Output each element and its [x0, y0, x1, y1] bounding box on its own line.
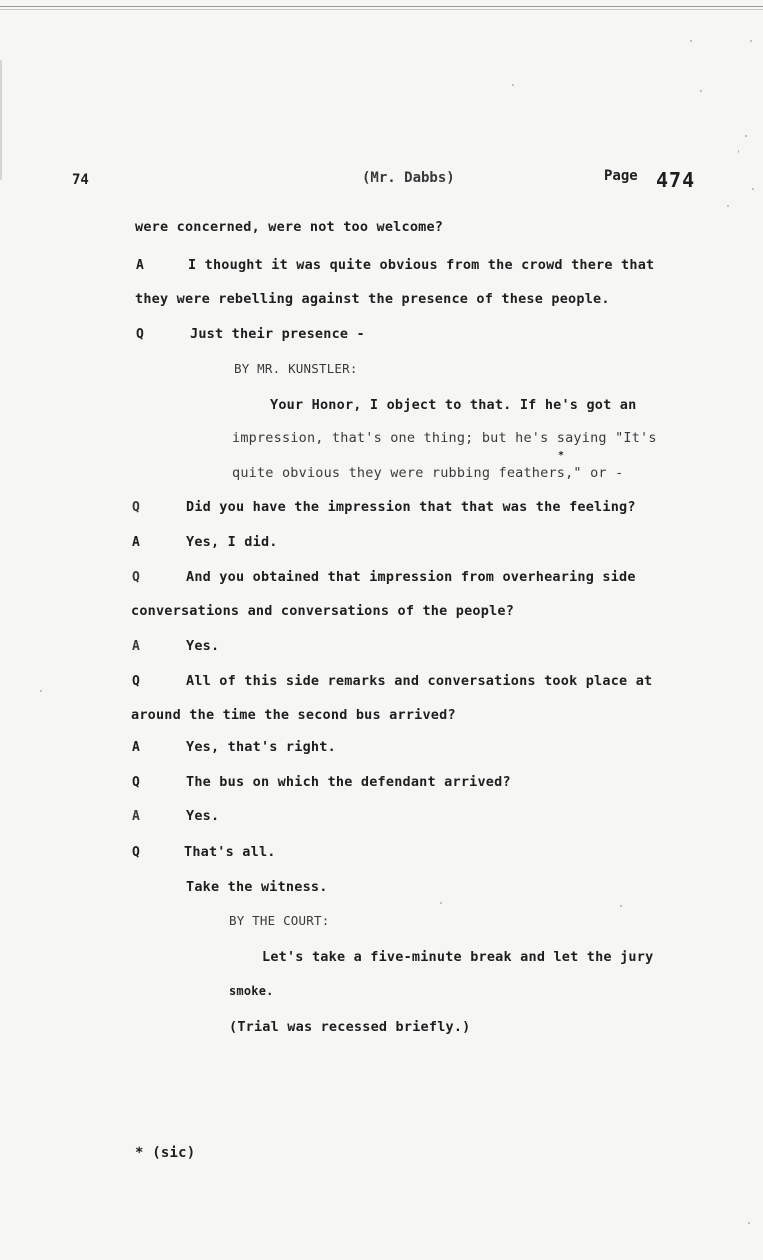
- scan-speck: [727, 205, 729, 207]
- speaker-label: A: [132, 639, 140, 654]
- transcript-line: That's all.: [184, 844, 276, 860]
- transcript-line: I thought it was quite obvious from the crowd there that: [188, 257, 655, 273]
- transcript-line: Yes, that's right.: [186, 739, 336, 755]
- transcript-line: Just their presence -: [190, 326, 365, 342]
- speaker-label: Q: [132, 674, 140, 689]
- scan-speck: [40, 690, 42, 692]
- transcript-line: Your Honor, I object to that. If he's got an: [270, 397, 637, 413]
- speaker-label: Q: [132, 775, 140, 790]
- transcript-line: Yes.: [186, 808, 220, 824]
- speaker-label: Q: [132, 570, 140, 585]
- transcript-line: All of this side remarks and conversations took place at: [186, 673, 653, 689]
- speaker-label: A: [132, 535, 140, 550]
- transcript-line: impression, that's one thing; but he's saying "It's: [232, 430, 657, 446]
- left-page-edge: [0, 60, 2, 180]
- transcript-line: quite obvious they were rubbing feathers," or -: [232, 465, 624, 481]
- scan-speck: [620, 905, 622, 907]
- left-page-number: 74: [72, 172, 89, 188]
- transcript-line: conversations and conversations of the people?: [131, 603, 515, 619]
- speaker-label: A: [132, 740, 140, 755]
- top-border-line: [0, 6, 763, 7]
- speaker-label: Q: [136, 327, 144, 342]
- scan-speck: [752, 188, 754, 190]
- witness-header: (Mr. Dabbs): [362, 170, 455, 186]
- scan-speck: [745, 135, 747, 137]
- transcript-line: Take the witness.: [186, 879, 328, 895]
- top-border-line-faint: [0, 9, 763, 10]
- scan-speck: [738, 150, 739, 153]
- transcript-line: Yes.: [186, 638, 220, 654]
- page-label: Page: [604, 168, 638, 184]
- speaker-label: A: [132, 809, 140, 824]
- speaker-label: Q: [132, 500, 140, 515]
- transcript-line: Yes, I did.: [186, 534, 278, 550]
- transcript-line: were concerned, were not too welcome?: [135, 219, 444, 235]
- scan-speck: [690, 40, 692, 42]
- scan-speck: [512, 84, 514, 86]
- page-number: 474: [656, 168, 696, 192]
- transcript-line: around the time the second bus arrived?: [131, 707, 456, 723]
- transcript-line: they were rebelling against the presence of these people.: [135, 291, 610, 307]
- transcript-line: And you obtained that impression from overhearing side: [186, 569, 636, 585]
- transcript-line: Let's take a five-minute break and let the jury: [262, 949, 654, 965]
- scan-speck: [440, 902, 442, 904]
- sic-marker: *: [558, 450, 565, 461]
- recess-note: (Trial was recessed briefly.): [229, 1019, 471, 1035]
- transcript-line: smoke.: [229, 984, 274, 998]
- transcript-line: Did you have the impression that that was the feeling?: [186, 499, 636, 515]
- footnote-sic: * (sic): [135, 1145, 196, 1161]
- transcript-line: The bus on which the defendant arrived?: [186, 774, 511, 790]
- speaker-label: Q: [132, 845, 140, 860]
- court-heading: BY THE COURT:: [229, 913, 330, 928]
- scan-speck: [700, 90, 702, 92]
- examiner-heading: BY MR. KUNSTLER:: [234, 361, 358, 376]
- speaker-label: A: [136, 258, 144, 273]
- scan-speck: [750, 40, 752, 42]
- scan-speck: [748, 1222, 750, 1224]
